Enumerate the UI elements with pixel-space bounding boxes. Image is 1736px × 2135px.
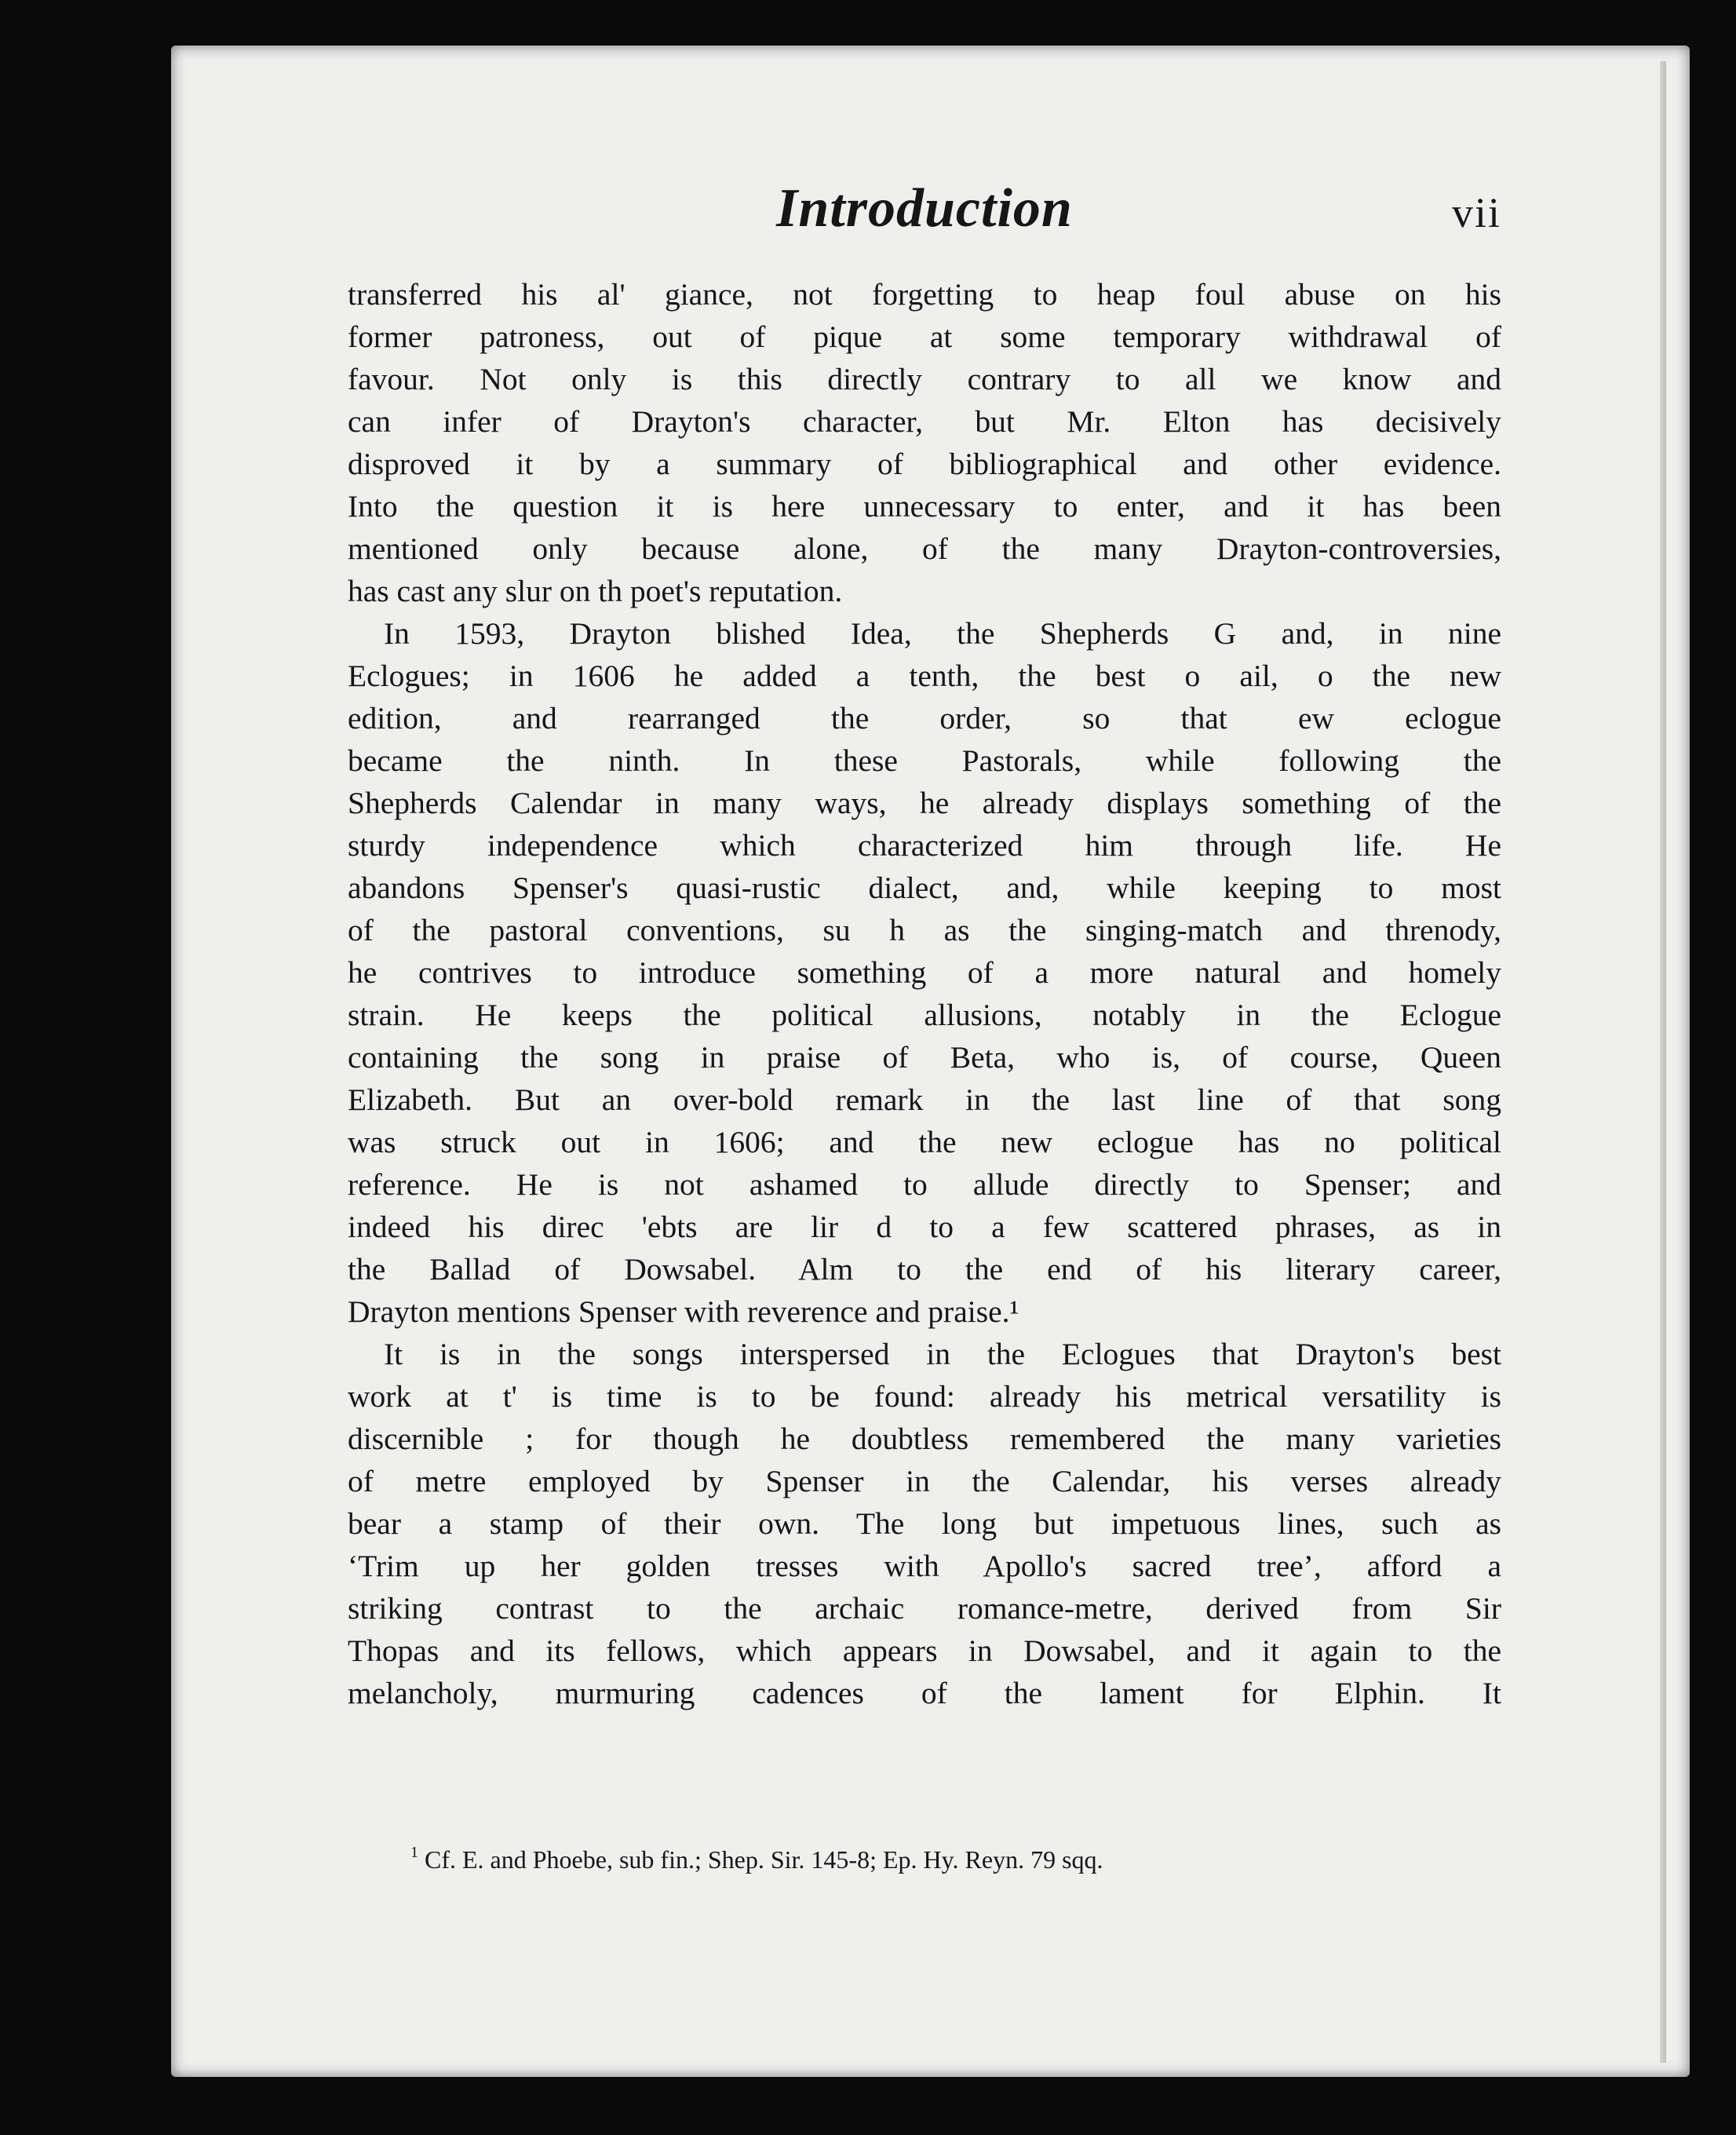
text-line: Elizabeth. But an over-bold remark in the last line of that song [348,1082,1501,1117]
text-line: work at t' is time is to be found: already his metrical versatility is [348,1379,1501,1414]
text-line: of the pastoral conventions, su h as the singing-match and threnody, [348,913,1501,947]
text-line: strain. He keeps the political allusions, notably in the Eclogue [348,998,1501,1032]
footnote-marker: 1 [410,1844,418,1861]
scan-artifact [118,8,181,39]
text-line: reference. He is not ashamed to allude directly to Spenser; and [348,1167,1501,1202]
text-line: former patroness, out of pique at some temporary withdrawal of [348,319,1501,354]
text-line: abandons Spenser's quasi-rustic dialect, and, while keeping to most [348,870,1501,905]
text-line: mentioned only because alone, of the many Drayton-controversies, [348,531,1501,566]
text-line: discernible ; for though he doubtless remembered the many varieties [348,1422,1501,1456]
text-line: Thopas and its fellows, which appears in Dowsabel, and it again to the [348,1633,1501,1668]
text-line: can infer of Drayton's character, but Mr. Elton has decisively [348,404,1501,439]
text-line: melancholy, murmuring cadences of the lament for Elphin. It [348,1676,1501,1710]
footnote [410,1835,1509,1877]
text-line: was struck out in 1606; and the new eclogue has no political [348,1125,1501,1159]
text-line: Into the question it is here unnecessary to enter, and it has been [348,489,1501,524]
body-text [348,273,1501,1714]
text-line: has cast any slur on th poet's reputation. [348,574,843,608]
footnote-text: Cf. E. and Phoebe, sub fin.; Shep. Sir. 145-8; Ep. Hy. Reyn. 79 sqq. [425,1845,1103,1874]
text-line: In 1593, Drayton blished Idea, the Shepherds G and, in nine [384,616,1501,651]
text-line: of metre employed by Spenser in the Calendar, his verses already [348,1464,1501,1498]
text-line: he contrives to introduce something of a more natural and homely [348,955,1501,990]
text-line: ‘Trim up her golden tresses with Apollo's sacred tree’, afford a [348,1549,1501,1583]
text-line: transferred his al' giance, not forgetting to heap foul abuse on his [348,277,1501,312]
text-line: the Ballad of Dowsabel. Alm to the end of his literary career, [348,1252,1501,1286]
page-edge [1660,61,1666,2063]
text-line: bear a stamp of their own. The long but impetuous lines, such as [348,1506,1501,1541]
text-line: favour. Not only is this directly contrary to all we know and [348,362,1501,396]
text-line: became the ninth. In these Pastorals, while following the [348,743,1501,778]
book-page [171,46,1690,2077]
running-title: Introduction [776,178,1073,239]
text-line: Drayton mentions Spenser with reverence and praise.¹ [348,1294,1019,1329]
text-line: disproved it by a summary of bibliographical and other evidence. [348,447,1501,481]
text-line: containing the song in praise of Beta, who is, of course, Queen [348,1040,1501,1075]
page-header [348,177,1501,264]
text-line: It is in the songs interspersed in the Eclogues that Drayton's best [384,1337,1501,1371]
text-line: edition, and rearranged the order, so that ew eclogue [348,701,1501,735]
text-line: sturdy independence which characterized him through life. He [348,828,1501,863]
page-number: vii [1451,189,1501,236]
scan-artifact [1711,1491,1734,1538]
text-line: striking contrast to the archaic romance-metre, derived from Sir [348,1591,1501,1626]
text-line: Eclogues; in 1606 he added a tenth, the best o ail, o the new [348,659,1501,693]
text-line: indeed his direc 'ebts are lir d to a few scattered phrases, as in [348,1210,1501,1244]
text-line: Shepherds Calendar in many ways, he already displays something of the [348,786,1501,820]
